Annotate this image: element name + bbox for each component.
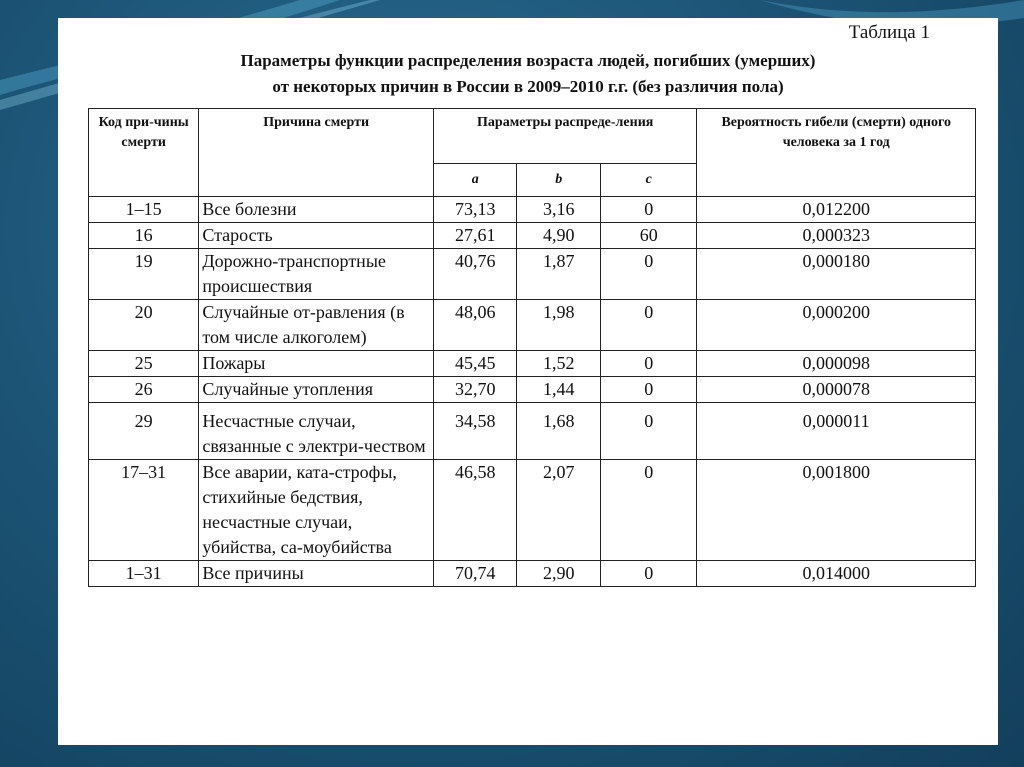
cell-code: 20 (89, 300, 199, 351)
cell-b: 2,90 (517, 561, 601, 587)
table-row (89, 223, 976, 249)
table-row (89, 351, 976, 377)
header-b: b (517, 164, 601, 197)
cell-probability: 0,000200 (697, 300, 976, 351)
cell-c: 0 (601, 403, 697, 460)
cell-a: 34,58 (433, 403, 517, 460)
cell-probability: 0,000078 (697, 377, 976, 403)
header-probability: Вероятность гибели (смерти) одного человека за 1 год (697, 109, 976, 197)
cell-cause: Все аварии, ката-строфы, стихийные бедствия, несчастные случаи, убийства, са-моубийства (199, 460, 434, 561)
table-row (89, 300, 976, 351)
cell-probability: 0,001800 (697, 460, 976, 561)
cell-probability: 0,000323 (697, 223, 976, 249)
cell-cause: Несчастные случаи, связанные с электри-чеством (199, 403, 434, 460)
cell-probability: 0,014000 (697, 561, 976, 587)
cell-code: 29 (89, 403, 199, 460)
cell-c: 0 (601, 351, 697, 377)
cell-b: 2,07 (517, 460, 601, 561)
cell-probability: 0,012200 (697, 197, 976, 223)
cell-cause: Случайные утопления (199, 377, 434, 403)
cell-code: 26 (89, 377, 199, 403)
cell-c: 0 (601, 561, 697, 587)
cell-code: 1–31 (89, 561, 199, 587)
cell-a: 27,61 (433, 223, 517, 249)
cell-cause: Старость (199, 223, 434, 249)
cell-a: 40,76 (433, 249, 517, 300)
cell-a: 73,13 (433, 197, 517, 223)
table-row (89, 561, 976, 587)
cell-b: 1,52 (517, 351, 601, 377)
header-a: a (433, 164, 517, 197)
header-code: Код при-чины смерти (89, 109, 199, 197)
cell-a: 70,74 (433, 561, 517, 587)
table-row (89, 403, 976, 460)
cell-c: 0 (601, 460, 697, 561)
cell-cause: Случайные от-равления (в том числе алкоголем) (199, 300, 434, 351)
cell-probability: 0,000180 (697, 249, 976, 300)
cell-cause: Все причины (199, 561, 434, 587)
header-cause: Причина смерти (199, 109, 434, 197)
cell-code: 19 (89, 249, 199, 300)
cell-cause: Пожары (199, 351, 434, 377)
cell-code: 17–31 (89, 460, 199, 561)
cell-b: 1,44 (517, 377, 601, 403)
title-line-1: Параметры функции распределения возраста людей, погибших (умерших) (240, 51, 816, 70)
cell-a: 45,45 (433, 351, 517, 377)
cell-code: 25 (89, 351, 199, 377)
table-row (89, 249, 976, 300)
data-table (88, 108, 976, 587)
header-params: Параметры распреде-ления (433, 109, 697, 164)
table-row (89, 197, 976, 223)
cell-b: 1,68 (517, 403, 601, 460)
cell-b: 1,87 (517, 249, 601, 300)
table-label: Таблица 1 (848, 22, 930, 43)
cell-b: 3,16 (517, 197, 601, 223)
table-row (89, 377, 976, 403)
cell-b: 4,90 (517, 223, 601, 249)
cell-c: 0 (601, 249, 697, 300)
title-line-2: от некоторых причин в России в 2009–2010 г.г. (без различия пола) (272, 77, 784, 96)
cell-c: 0 (601, 197, 697, 223)
cell-a: 32,70 (433, 377, 517, 403)
cell-probability: 0,000098 (697, 351, 976, 377)
slide (58, 18, 998, 745)
cell-code: 1–15 (89, 197, 199, 223)
cell-c: 0 (601, 300, 697, 351)
header-c: c (601, 164, 697, 197)
cell-a: 48,06 (433, 300, 517, 351)
cell-code: 16 (89, 223, 199, 249)
cell-cause: Дорожно-транспортные происшествия (199, 249, 434, 300)
cell-c: 60 (601, 223, 697, 249)
cell-cause: Все болезни (199, 197, 434, 223)
cell-b: 1,98 (517, 300, 601, 351)
cell-probability: 0,000011 (697, 403, 976, 460)
cell-a: 46,58 (433, 460, 517, 561)
cell-c: 0 (601, 377, 697, 403)
table-row (89, 460, 976, 561)
table-title (58, 48, 998, 100)
